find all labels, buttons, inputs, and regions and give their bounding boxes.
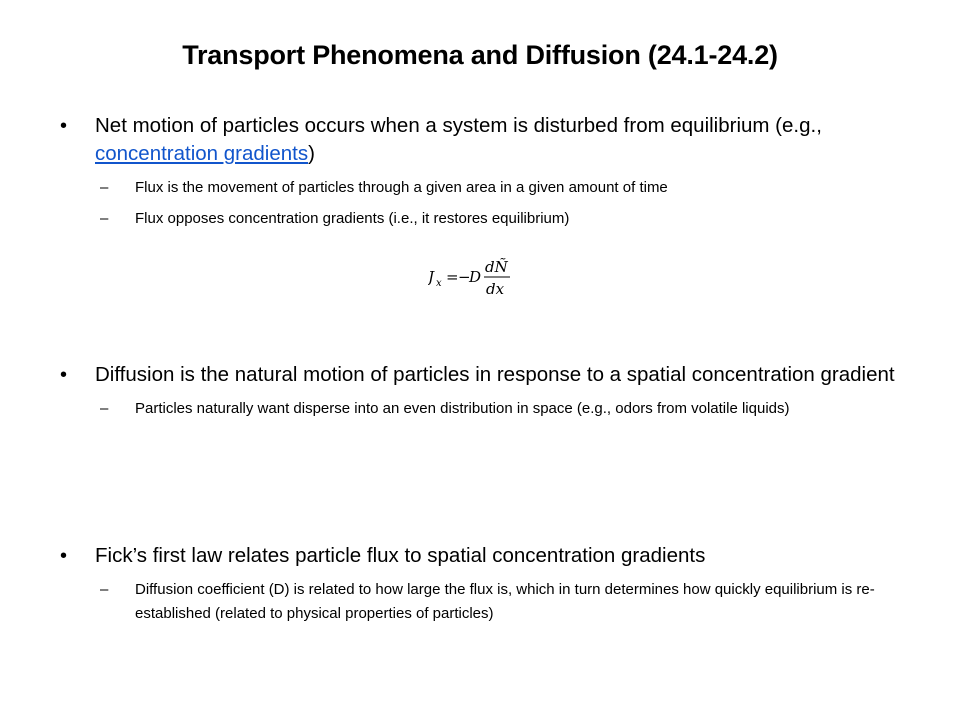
sub-item-dash: – <box>100 210 109 227</box>
sub-item-text: Flux opposes concentration gradients (i.e., it restores equilibrium) <box>135 210 570 227</box>
bullet-text-before: Net motion of particles occurs when a system is disturbed from equilibrium (e.g., <box>95 114 822 137</box>
equation-denominator: dx <box>486 280 505 298</box>
equation-equals: = <box>446 268 459 286</box>
slide-title: Transport Phenomena and Diffusion (24.1-24.2) <box>182 40 778 70</box>
equation-minus: − <box>458 268 471 286</box>
bullet-marker: • <box>60 364 68 386</box>
sub-item-dash: – <box>100 400 109 417</box>
sub-item-text: Diffusion coefficient (D) is related to how large the flux is, which in turn determines how quickly equilibrium is re-established (related to physical properties of particles) <box>135 581 875 622</box>
bullet-diffusion <box>60 361 910 421</box>
bullet-marker: • <box>60 115 68 137</box>
bullet-marker: • <box>60 545 68 567</box>
equation-lhs: J <box>428 268 435 286</box>
sub-item-flux-definition <box>100 176 900 200</box>
fick-law-equation <box>428 252 528 302</box>
equation-numerator: dÑ <box>485 258 508 276</box>
sub-item-dash: – <box>100 179 109 196</box>
sub-item-dash: – <box>100 581 109 598</box>
equation-lhs-subscript: x <box>436 278 442 289</box>
sub-item-text: Particles naturally want disperse into an even distribution in space (e.g., odors from volatile liquids) <box>135 400 790 417</box>
sub-item-text: Flux is the movement of particles through a given area in a given amount of time <box>135 179 668 196</box>
equation-coefficient: D <box>469 268 482 286</box>
sub-item-flux-opposes <box>100 207 900 231</box>
bullet-net-motion <box>60 112 910 231</box>
bullet-text: Fick’s first law relates particle flux to spatial concentration gradients <box>95 544 706 567</box>
sub-item-diffusion-coefficient <box>100 578 900 626</box>
bullet-text-after: ) <box>308 142 315 165</box>
concentration-gradients-link[interactable]: concentration gradients <box>95 142 309 165</box>
bullet-ficks-law <box>60 542 910 626</box>
sub-item-particles-disperse <box>100 397 900 421</box>
bullet-text <box>95 112 910 168</box>
bullet-text: Diffusion is the natural motion of particles in response to a spatial concentration gradient <box>95 363 895 386</box>
